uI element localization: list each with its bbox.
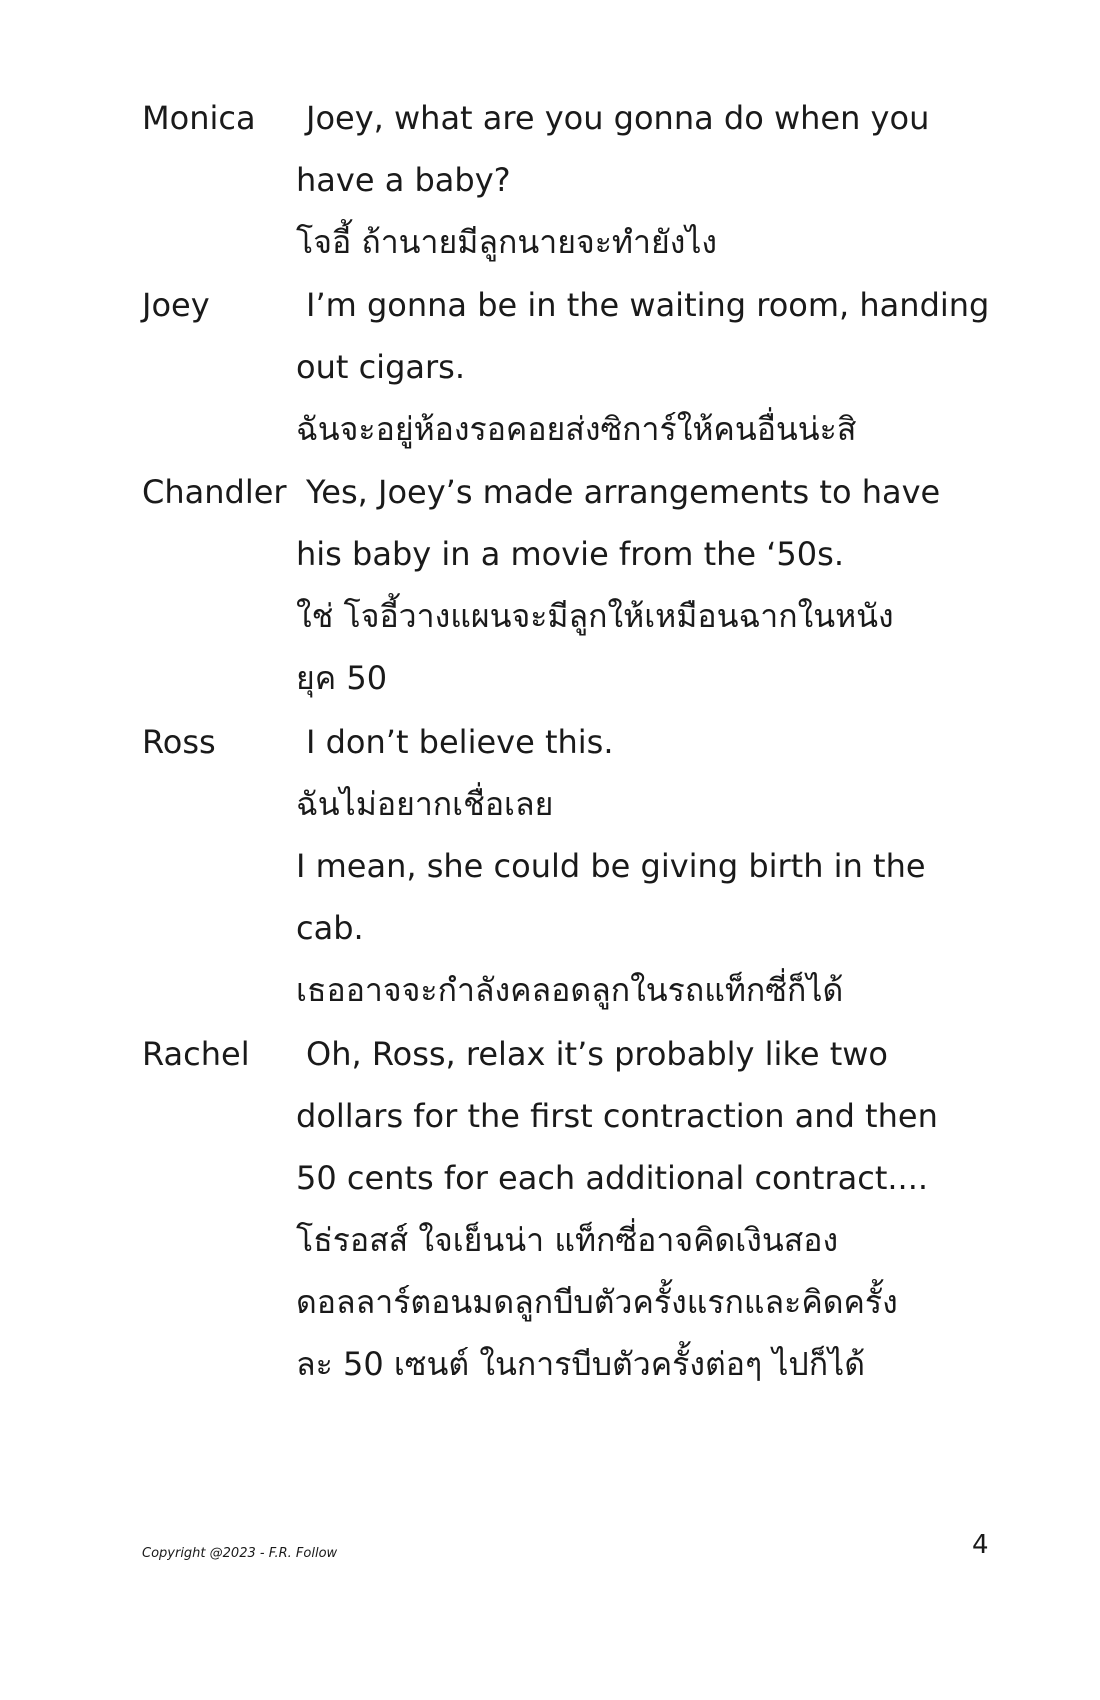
dialogue-line: I don’t believe this. [306,723,614,761]
copyright-notice: Copyright @2023 - F.R. Follow [142,1546,338,1561]
page-number: 4 [972,1530,989,1560]
speaker-name: Chandler [142,473,287,511]
speaker-name: Ross [142,723,216,761]
dialogue-line-thai: ฉันไม่อยากเชื่อเลย [296,785,554,823]
dialogue-line: dollars for the first contraction and then [296,1097,938,1135]
dialogue-line: I’m gonna be in the waiting room, handing [306,286,990,324]
dialogue-line-thai: เธออาจจะกำลังคลอดลูกในรถแท็กซี่ก็ได้ [296,971,844,1009]
dialogue-line-thai: โธ่รอสส์ ใจเย็นน่า แท็กซี่อาจคิดเงินสอง [296,1221,839,1259]
dialogue-line: Yes, Joey’s made arrangements to have [306,473,941,511]
dialogue-line: Joey, what are you gonna do when you [306,99,930,137]
speaker-name: Monica [142,99,256,137]
dialogue-line: I mean, she could be giving birth in the [296,847,926,885]
dialogue-line: 50 cents for each additional contract.... [296,1159,929,1197]
dialogue-line-thai: ละ 50 เซนต์ ในการบีบตัวครั้งต่อๆ ไปก็ได้ [296,1345,865,1383]
dialogue-line-thai: โจอี้ ถ้านายมีลูกนายจะทำยังไง [296,223,718,261]
speaker-name: Rachel [142,1035,250,1073]
dialogue-line-thai: ยุค 50 [296,659,388,697]
dialogue-line: his baby in a movie from the ‘50s. [296,535,844,573]
dialogue-line-thai: ใช่ โจอี้วางแผนจะมีลูกให้เหมือนฉากในหนัง [296,597,894,635]
dialogue-line: have a baby? [296,161,511,199]
dialogue-line: out cigars. [296,348,465,386]
dialogue-line: cab. [296,909,364,947]
dialogue-line-thai: ฉันจะอยู่ห้องรอคอยส่งซิการ์ให้คนอื่นน่ะสิ [296,410,857,448]
dialogue-line-thai: ดอลลาร์ตอนมดลูกบีบตัวครั้งแรกและคิดครั้ง [296,1283,898,1321]
speaker-name: Joey [142,286,210,324]
dialogue-line: Oh, Ross, relax it’s probably like two [306,1035,888,1073]
